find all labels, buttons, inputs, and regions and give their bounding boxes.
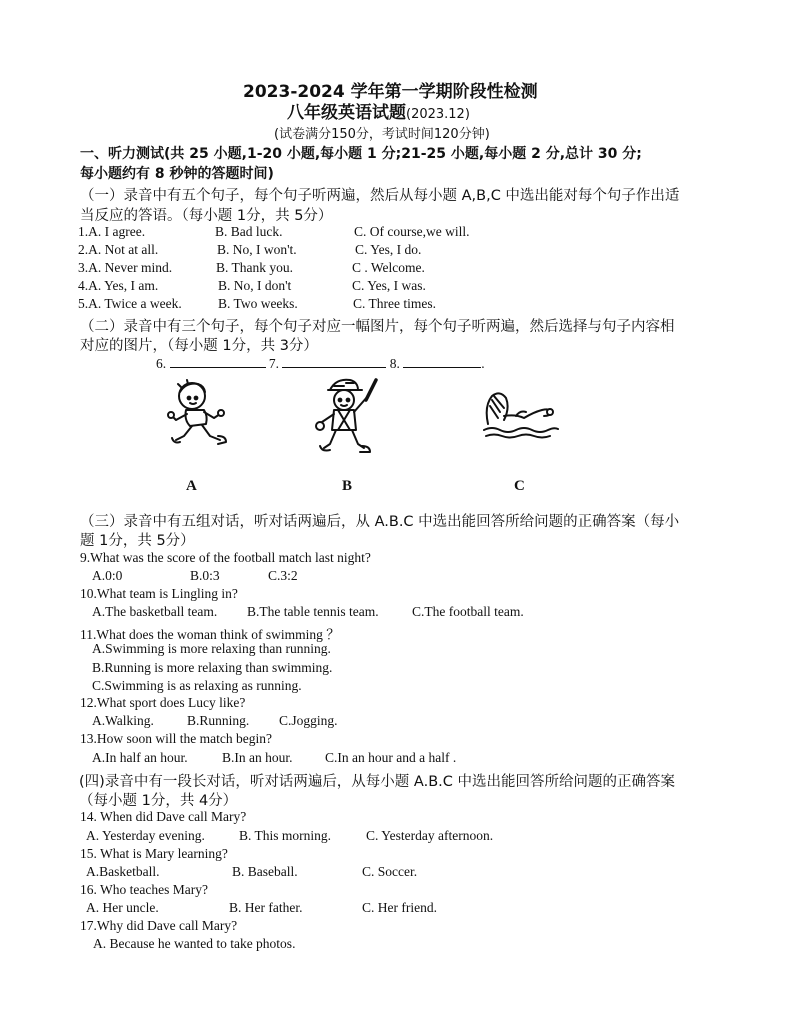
q13-option-a: A.In half an hour. [92,750,188,765]
option-c: C. Yes, I do. [355,242,422,257]
option-c: C. Three times. [353,296,436,311]
question-14: 14. When did Dave call Mary? [80,809,247,824]
blank-7-label: 7. [268,356,279,371]
question-16: 16. Who teaches Mary? [80,882,208,897]
answer-blank-8[interactable] [403,355,481,368]
q11-option-b: B.Running is more relaxing than swimming. [92,660,333,675]
q9-option-a: A.0:0 [92,568,123,583]
running-boy-icon [160,374,240,456]
option-a: A. Not at all. [88,242,159,257]
picture-letter-c: C [514,478,525,494]
swimmer-icon [480,386,560,446]
exam-subtitle-row [287,98,470,123]
q15-option-c: C. Soccer. [362,864,418,879]
q12-option-b: B.Running. [187,713,250,728]
option-c: C . Welcome. [352,260,425,275]
option-c: C. Yes, I was. [352,278,426,293]
question-number: 5. [78,296,89,311]
question-row [78,224,145,240]
q14-option-c: C. Yesterday afternoon. [366,828,494,843]
question-row [78,278,158,294]
option-b: B. No, I don't [218,278,292,293]
q11-option-c: C.Swimming is as relaxing as running. [92,678,302,693]
question-13: 13.How soon will the match begin? [80,731,272,746]
part1-instructions-line1: （一）录音中有五个句子，每个句子听两遍，然后从每小题 A,B,C 中选出能对每个句子作出适 [80,188,680,204]
option-b: B. Thank you. [216,260,293,275]
part4-instructions-line2: （每小题 1分，共 4分） [79,793,238,809]
q16-option-b: B. Her father. [229,900,303,915]
option-b: B. No, I won't. [217,242,297,257]
question-11: 11.What does the woman think of swimming ？ [80,627,340,642]
q11-option-a: A.Swimming is more relaxing than running. [92,641,331,656]
question-number: 1. [78,224,89,239]
q15-option-b: B. Baseball. [232,864,298,879]
q9-option-b: B.0:3 [190,568,220,583]
section1-heading-line2: 每小题约有 8 秒钟的答题时间) [80,166,274,182]
answer-blank-7[interactable] [282,355,386,368]
blank-6-label: 6. [156,356,167,371]
q9-option-c: C.3:2 [268,568,298,583]
q13-option-b: B.In an hour. [222,750,293,765]
option-a: A. Yes, I am. [88,278,159,293]
question-15: 15. What is Mary learning? [80,846,228,861]
part3-instructions-line1: （三）录音中有五组对话，听对话两遍后，从 A.B.C 中选出能回答所给问题的正确答案（每小 [80,514,680,530]
blank-8-label: 8. [389,356,400,371]
blank-end-mark: . [481,356,485,371]
question-10: 10.What team is Lingling in? [80,586,238,601]
answer-blank-6[interactable] [170,355,266,368]
option-b: B. Two weeks. [218,296,298,311]
option-a: A. Never mind. [88,260,173,275]
exam-subtitle: 八年级英语试题 [287,103,406,123]
q14-option-b: B. This morning. [239,828,332,843]
q15-option-a: A.Basketball. [86,864,160,879]
q12-option-a: A.Walking. [92,713,154,728]
q17-option-a: A. Because he wanted to take photos. [93,936,296,951]
exam-date: (2023.12) [406,107,470,122]
question-12: 12.What sport does Lucy like? [80,695,246,710]
question-row [78,242,158,258]
part2-instructions-line1: （二）录音中有三个句子，每个句子对应一幅图片，每个句子听两遍，然后选择与句子内容相 [80,319,675,335]
question-17: 17.Why did Dave call Mary? [80,918,238,933]
question-row [78,260,172,276]
option-b: B. Bad luck. [215,224,283,239]
q10-option-a: A.The basketball team. [92,604,218,619]
part3-instructions-line2: 题 1分，共 5分） [80,533,195,549]
q13-option-c: C.In an hour and a half . [325,750,457,765]
option-a: A. I agree. [88,224,146,239]
question-number: 4. [78,278,89,293]
q10-option-b: B.The table tennis team. [247,604,379,619]
option-c: C. Of course,we will. [354,224,470,239]
q12-option-c: C.Jogging. [279,713,338,728]
q16-option-c: C. Her friend. [362,900,437,915]
part4-instructions-line1: (四)录音中有一段长对话，听对话两遍后，从每小题 A.B.C 中选出能回答所给问题的正确答案 [79,774,675,790]
section1-heading-line1: 一、听力测试(共 25 小题,1-20 小题,每小题 1 分;21-25 小题,每小题 2 分,总计 30 分; [80,146,642,162]
exam-title: 2023-2024 学年第一学期阶段性检测 [243,82,538,102]
picture-letter-b: B [342,478,353,494]
part2-instructions-line2: 对应的图片，（每小题 1分，共 3分） [80,338,318,354]
option-a: A. Twice a week. [88,296,182,311]
answer-blanks-row [156,355,485,372]
question-row [78,296,182,312]
q10-option-c: C.The football team. [412,604,524,619]
question-number: 3. [78,260,89,275]
baseball-player-icon [310,374,382,460]
q16-option-a: A. Her uncle. [86,900,159,915]
exam-note: (试卷满分150分，考试时间120分钟) [274,127,490,142]
q14-option-a: A. Yesterday evening. [86,828,205,843]
question-number: 2. [78,242,89,257]
part1-instructions-line2: 当反应的答语。（每小题 1分，共 5分） [80,208,333,224]
picture-letter-a: A [186,478,197,494]
question-9: 9.What was the score of the football match last night? [80,550,371,565]
